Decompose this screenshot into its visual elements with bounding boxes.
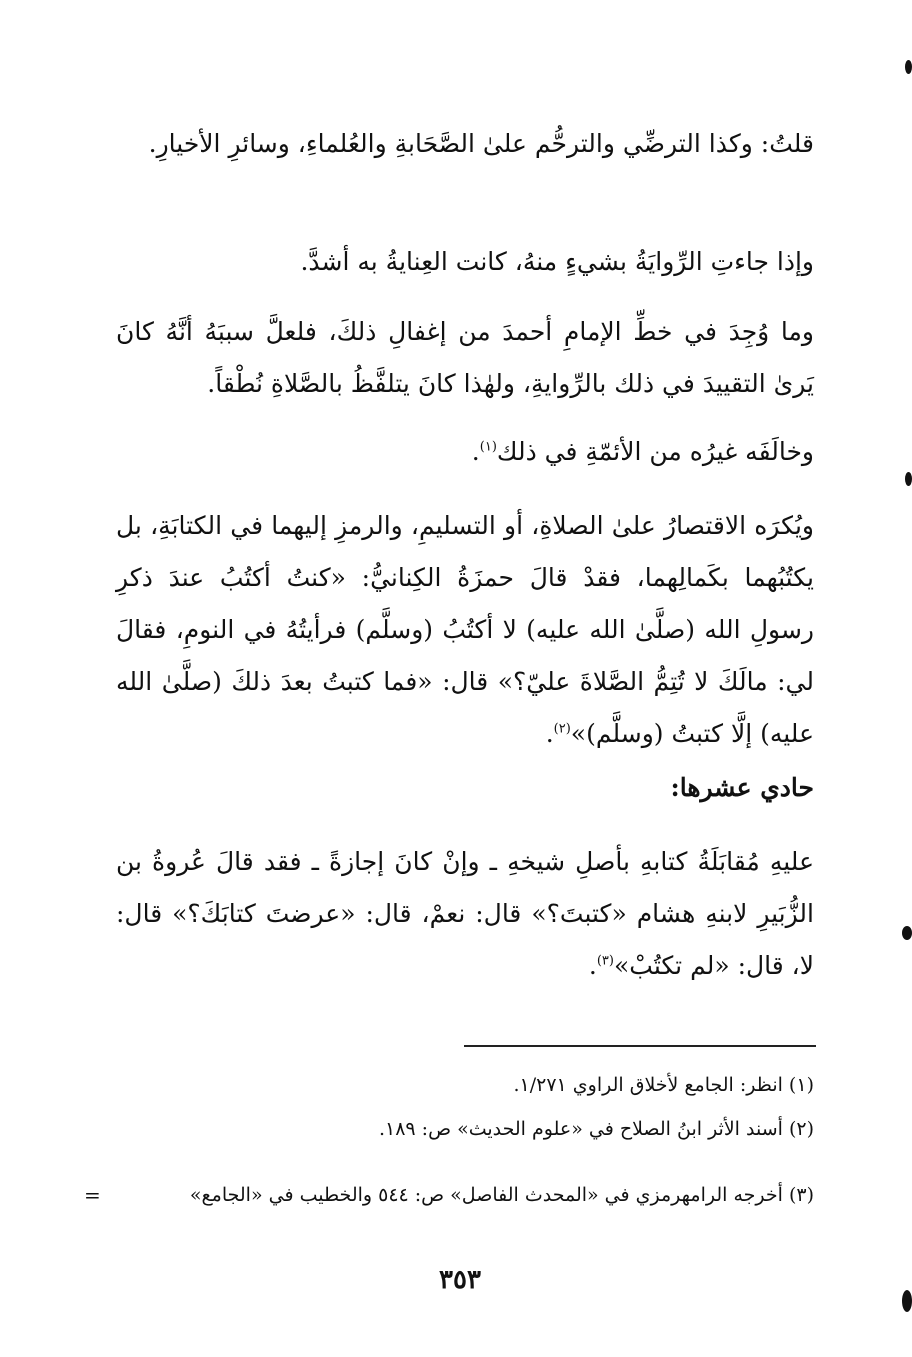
paragraph-end-punct: . — [471, 437, 480, 466]
footnote-ref-3[interactable]: (٣) — [596, 953, 614, 969]
footnote-2: (٢) أسند الأثر ابنُ الصلاح في «علوم الحديث» ص: ١٨٩. — [378, 1118, 814, 1140]
paragraph-end-punct: . — [588, 951, 597, 980]
scan-edge-mark — [905, 60, 912, 74]
paragraph-text: وما وُجِدَ في خطِّ الإمامِ أحمدَ من إغفالِ ذلكَ، فلعلَّ سببَهُ أنَّهُ كانَ يَرىٰ التقييدَ في ذلك بالرِّوايةِ، ولهٰذا كانَ يتلفَّظُ بالصَّلاةِ نُطْقاً. — [116, 317, 814, 398]
footnote-3: (٣) أخرجه الرامهرمزي في «المحدث الفاصل» ص: ٥٤٤ والخطيب في «الجامع» — [189, 1184, 814, 1206]
footnote-ref-1[interactable]: (١) — [479, 439, 497, 455]
paragraph-text: ويُكرَه الاقتصارُ علىٰ الصلاةِ، أو التسليمِ، والرمزِ إليهما في الكتابَةِ، بل يكتُبُهما بكَمالِهما، فقدْ قالَ حمزَةُ الكِنانيُّ: «كنتُ أكتُبُ عندَ ذكرِ رسولِ الله (صلَّىٰ الله عليه) لا أكتُبُ (وسلَّم) فرأيتُهُ في النومِ، فقالَ لي: مالَكَ لا تُتِمُّ الصَّلاةَ عليّ؟» قال: «فما كتبتُ بعدَ ذلكَ (صلَّىٰ الله عليه) إلَّا كتبتُ (وسلَّم)» — [116, 511, 814, 748]
paragraph-taraddi — [116, 118, 814, 170]
footnote-divider — [464, 1045, 816, 1047]
paragraph-muqabala — [116, 836, 814, 992]
paragraph-kurh-iqtisar — [116, 500, 814, 760]
scan-edge-mark — [905, 472, 912, 486]
section-heading: حادي عشرها: — [670, 773, 814, 802]
paragraph-riwaya — [116, 236, 814, 288]
footnote-ref-2[interactable]: (٢) — [553, 721, 571, 737]
page-number: ٣٥٣ — [439, 1265, 481, 1295]
paragraph-khalafahu — [116, 426, 814, 478]
footnote-1: (١) انظر: الجامع لأخلاق الراوي ١/٢٧١. — [513, 1074, 814, 1096]
paragraph-text: عليهِ مُقابَلَةُ كتابهِ بأصلِ شيخهِ ـ وإنْ كانَ إجازةً ـ فقد قالَ عُروةُ بن الزُّبَيرِ لابنهِ هشام «كتبتَ؟» قال: نعمْ، قال: «عرضتَ كتابَكَ؟» قال: لا، قال: «لم تكتُبْ» — [116, 847, 814, 980]
paragraph-text: وإذا جاءتِ الرِّوايَةُ بشيءٍ منهُ، كانت العِنايةُ به أشدَّ. — [300, 247, 814, 276]
footnote-continuation-mark: = — [84, 1183, 101, 1207]
scan-edge-mark — [902, 1290, 912, 1312]
paragraph-text: وخالَفَه غيرُه من الأئمّةِ في ذلك — [496, 437, 814, 466]
paragraph-imam-ahmad — [116, 306, 814, 410]
paragraph-text: قلتُ: وكذا الترضِّي والترحُّم علىٰ الصَّحَابةِ والعُلماءِ، وسائرِ الأخيارِ. — [148, 129, 814, 158]
paragraph-end-punct: . — [545, 719, 554, 748]
scan-edge-mark — [902, 926, 912, 940]
